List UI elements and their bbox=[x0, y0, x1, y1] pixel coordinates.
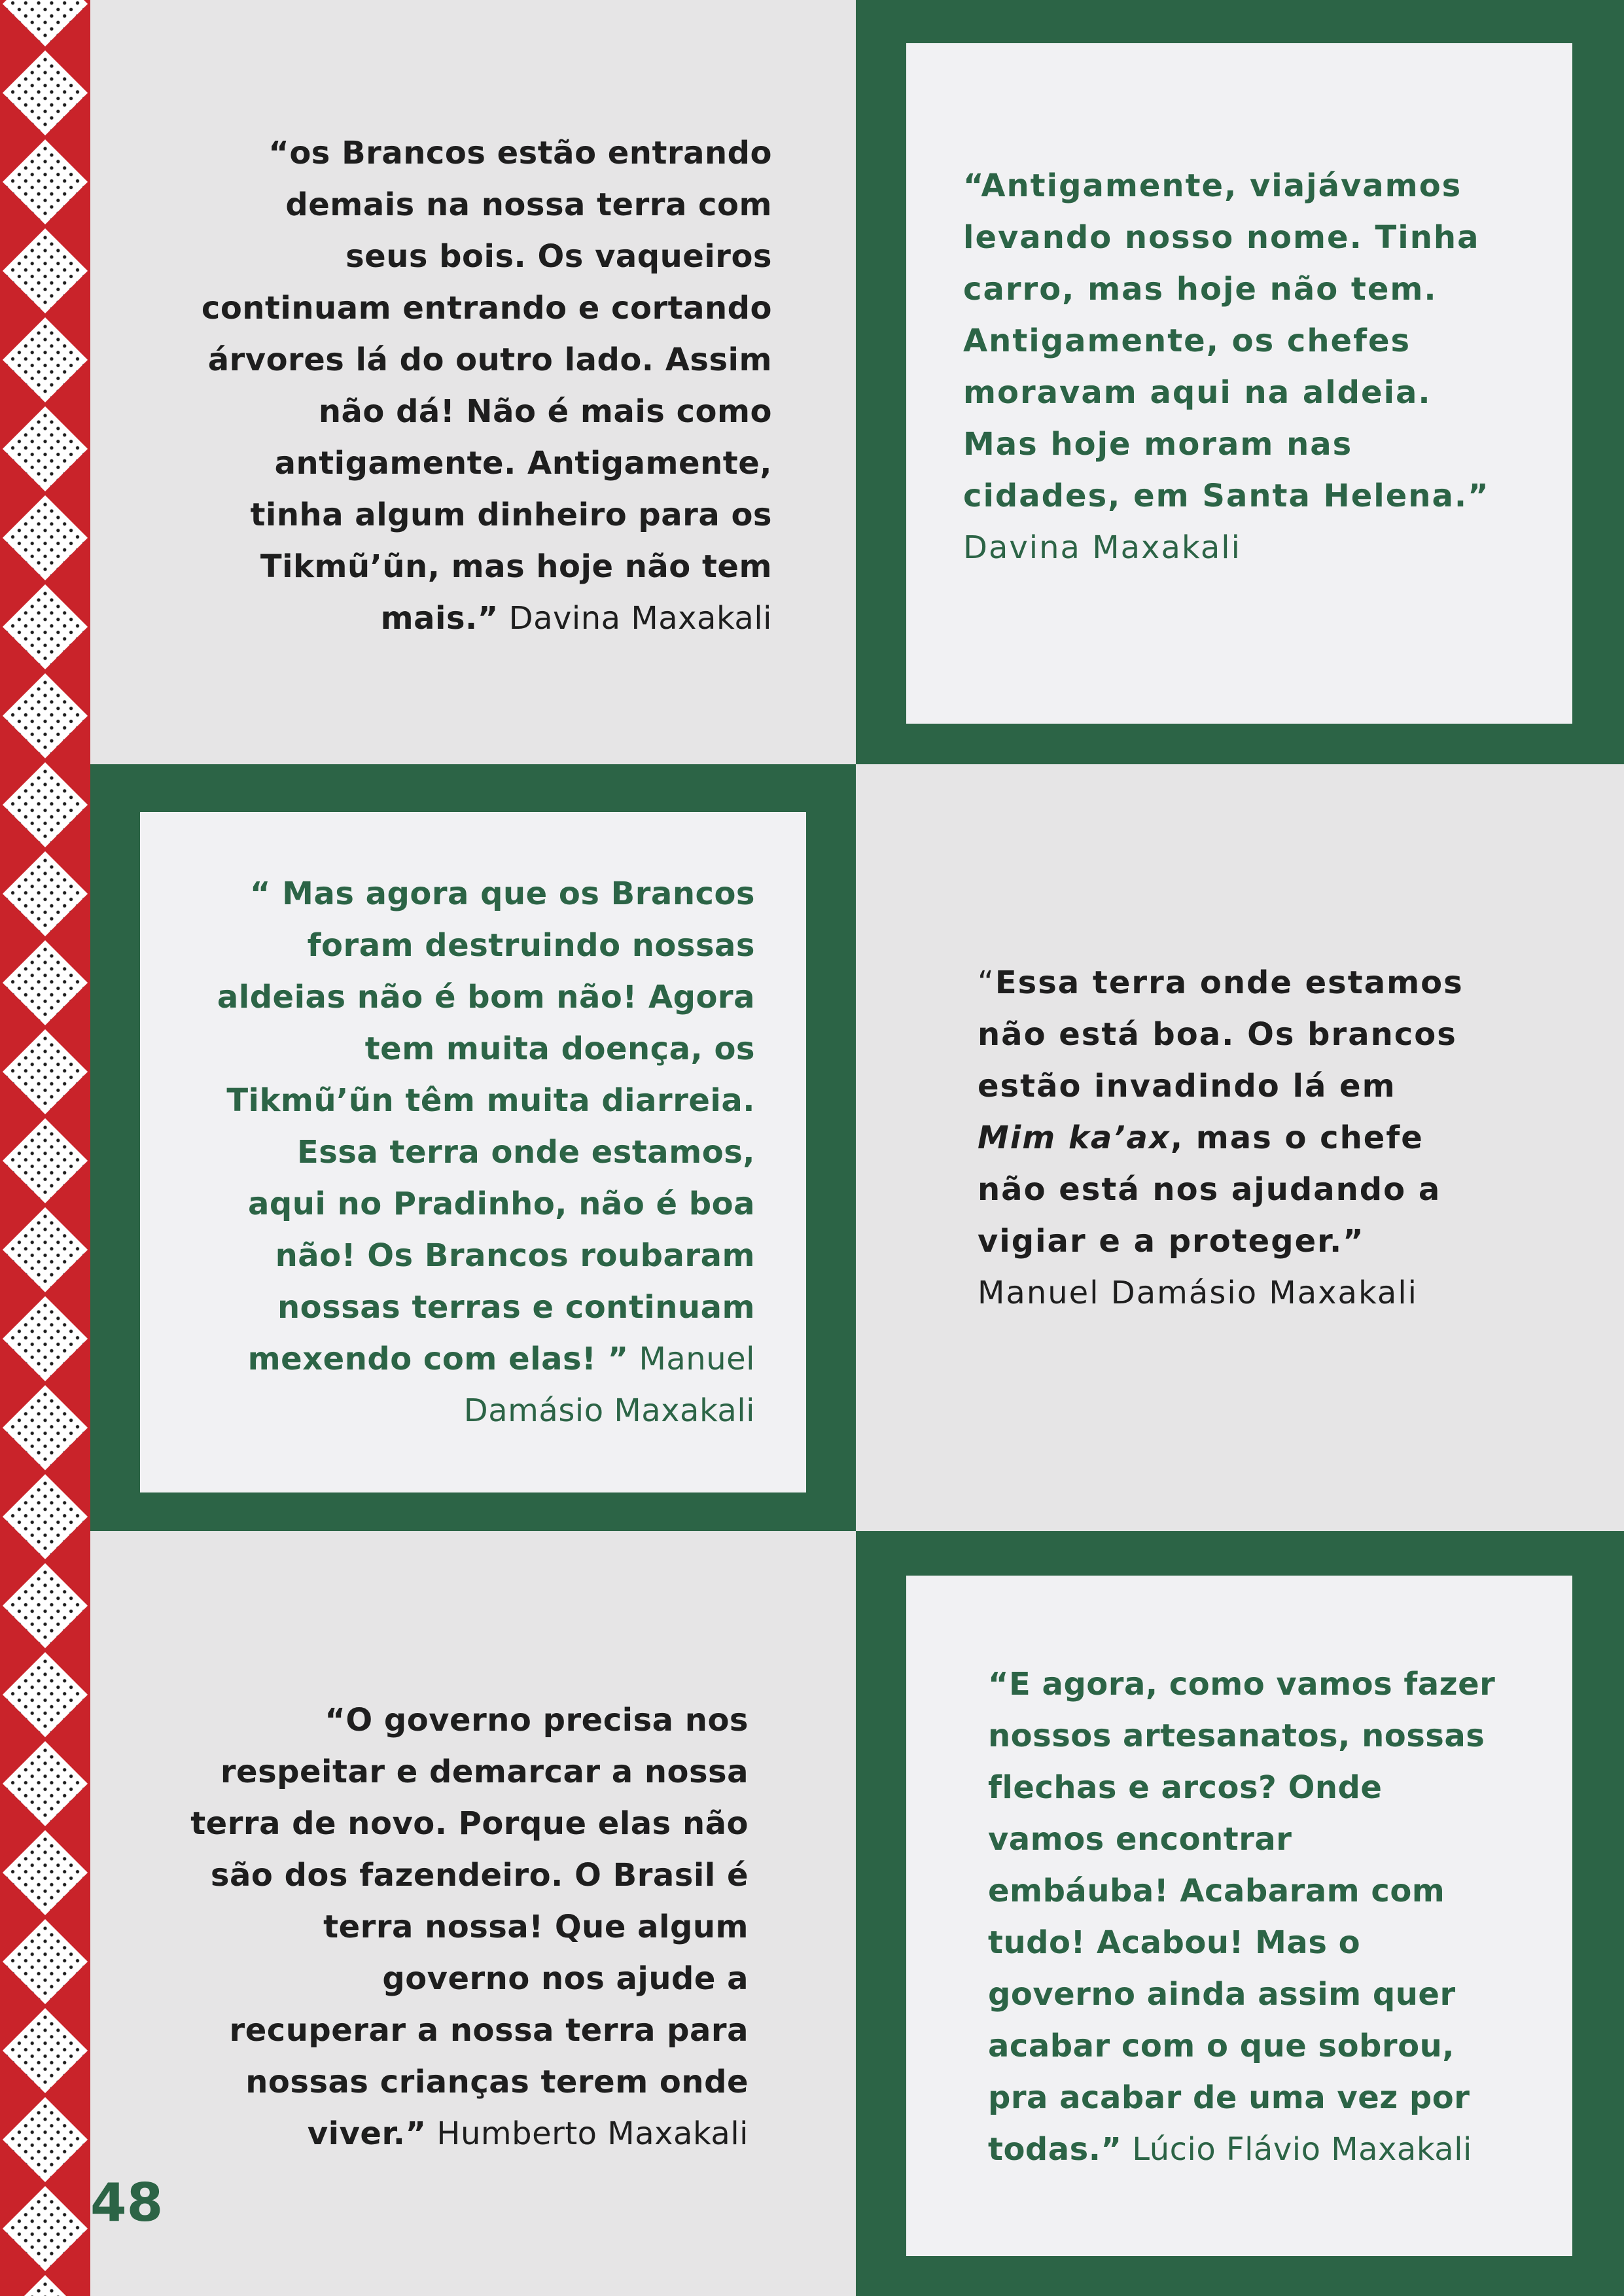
quote-line: não está boa. Os brancos bbox=[978, 1016, 1457, 1053]
quote-open-mark: “ bbox=[978, 964, 995, 1001]
quote-line: nossas terras e continuam bbox=[277, 1289, 755, 1326]
quote-line: “E agora, como vamos fazer bbox=[988, 1666, 1496, 1703]
quote-end: todas.” bbox=[988, 2131, 1122, 2168]
border-diamond bbox=[3, 1118, 88, 1203]
border-diamond bbox=[3, 2275, 88, 2296]
quote-text: , mas o chefe bbox=[1170, 1120, 1424, 1156]
quote-manuel-1 bbox=[157, 868, 755, 1437]
quote-author: Damásio Maxakali bbox=[463, 1392, 755, 1429]
quote-line: demais na nossa terra com bbox=[285, 186, 772, 223]
quote-line: vigiar e a proteger.” bbox=[978, 1223, 1365, 1260]
border-diamond bbox=[3, 2186, 88, 2271]
quote-line: Tikmũ’ũn têm muita diarreia. bbox=[226, 1082, 755, 1119]
quote-line: não está nos ajudando a bbox=[978, 1171, 1441, 1208]
quote-line: “Antigamente, viajávamos bbox=[963, 168, 1462, 204]
quote-line: Antigamente, os chefes bbox=[963, 323, 1411, 359]
border-diamond bbox=[3, 673, 88, 758]
quote-author: Humberto Maxakali bbox=[426, 2115, 749, 2152]
quote-manuel-2 bbox=[978, 957, 1566, 1319]
border-diamond bbox=[3, 940, 88, 1025]
quote-davina-1 bbox=[150, 128, 772, 645]
quote-line: vamos encontrar bbox=[988, 1821, 1292, 1858]
quote-line: levando nosso nome. Tinha bbox=[963, 219, 1480, 256]
decorative-border bbox=[0, 0, 90, 2296]
quote-line: não dá! Não é mais como bbox=[318, 393, 772, 430]
quote-line: acabar com o que sobrou, bbox=[988, 2028, 1455, 2064]
quote-line bbox=[157, 1333, 755, 1385]
quote-line: continuam entrando e cortando bbox=[201, 290, 772, 327]
quote-author: Manuel Damásio Maxakali bbox=[978, 1275, 1418, 1311]
border-diamond bbox=[3, 1385, 88, 1470]
quote-line: Mas hoje moram nas bbox=[963, 426, 1353, 463]
quote-line: embáuba! Acabaram com bbox=[988, 1873, 1445, 1909]
quote-line: governo ainda assim quer bbox=[988, 1976, 1456, 2013]
quote-line bbox=[988, 2124, 1564, 2176]
quote-end: mexendo com elas! ” bbox=[247, 1341, 629, 1377]
quote-author: Davina Maxakali bbox=[963, 529, 1241, 566]
border-diamond bbox=[3, 762, 88, 847]
quote-line: governo nos ajude a bbox=[382, 1960, 749, 1997]
quote-line bbox=[978, 957, 1566, 1009]
quote-line bbox=[150, 2108, 749, 2160]
quote-line: terra nossa! Que algum bbox=[323, 1909, 749, 1945]
quote-line: aldeias não é bom não! Agora bbox=[217, 979, 755, 1016]
quote-line: carro, mas hoje não tem. bbox=[963, 271, 1438, 308]
border-diamond bbox=[3, 1029, 88, 1114]
quote-line: Essa terra onde estamos, bbox=[296, 1134, 755, 1171]
quote-author: Manuel bbox=[628, 1341, 755, 1377]
border-diamond bbox=[3, 584, 88, 669]
quote-line: tinha algum dinheiro para os bbox=[250, 497, 772, 533]
quote-line bbox=[978, 1112, 1566, 1164]
quote-end: mais.” bbox=[380, 600, 499, 637]
border-diamond bbox=[3, 406, 88, 491]
page-number: 48 bbox=[90, 2172, 164, 2233]
quote-line: terra de novo. Porque elas não bbox=[190, 1805, 749, 1842]
quote-author: Davina Maxakali bbox=[498, 600, 772, 637]
border-diamond bbox=[3, 1741, 88, 1826]
border-diamond bbox=[3, 851, 88, 936]
place-name: Mim ka’ax bbox=[978, 1120, 1171, 1156]
quote-line: respeitar e demarcar a nossa bbox=[220, 1754, 749, 1790]
quote-line: foram destruindo nossas bbox=[307, 927, 755, 964]
quote-author: Lúcio Flávio Maxakali bbox=[1121, 2131, 1472, 2168]
quote-line: moravam aqui na aldeia. bbox=[963, 374, 1432, 411]
border-diamond bbox=[3, 2097, 88, 2182]
quote-line: recuperar a nossa terra para bbox=[229, 2012, 749, 2049]
quote-davina-2 bbox=[963, 160, 1552, 574]
border-diamond bbox=[3, 1474, 88, 1559]
border-diamond bbox=[3, 228, 88, 313]
quote-line: “O governo precisa nos bbox=[325, 1702, 749, 1739]
border-diamond bbox=[3, 2008, 88, 2093]
quote-end: viver.” bbox=[307, 2115, 427, 2152]
quote-lucio bbox=[988, 1659, 1564, 2176]
quote-line: aqui no Pradinho, não é boa bbox=[247, 1186, 755, 1222]
quote-line: cidades, em Santa Helena.” bbox=[963, 478, 1490, 514]
quote-line: flechas e arcos? Onde bbox=[988, 1769, 1383, 1806]
border-diamond bbox=[3, 0, 88, 46]
quote-line: pra acabar de uma vez por bbox=[988, 2079, 1470, 2116]
quote-line: tem muita doença, os bbox=[364, 1031, 755, 1067]
quote-line: nossas crianças terem onde bbox=[245, 2064, 749, 2100]
quote-humberto bbox=[150, 1695, 749, 2160]
border-diamond bbox=[3, 139, 88, 224]
quote-line: estão invadindo lá em bbox=[978, 1068, 1396, 1104]
quote-line: não! Os Brancos roubaram bbox=[275, 1237, 755, 1274]
quote-line: seus bois. Os vaqueiros bbox=[345, 238, 772, 275]
quote-line: nossos artesanatos, nossas bbox=[988, 1718, 1485, 1754]
quote-line: Tikmũ’ũn, mas hoje não tem bbox=[260, 548, 772, 585]
quote-line: “os Brancos estão entrando bbox=[268, 135, 772, 171]
border-diamond bbox=[3, 495, 88, 580]
border-diamond bbox=[3, 1563, 88, 1648]
quote-line: antigamente. Antigamente, bbox=[274, 445, 772, 482]
border-diamond bbox=[3, 1296, 88, 1381]
border-diamond bbox=[3, 317, 88, 402]
quote-line: árvores lá do outro lado. Assim bbox=[207, 342, 772, 378]
quote-line: são dos fazendeiro. O Brasil é bbox=[210, 1857, 749, 1894]
border-diamond bbox=[3, 1830, 88, 1915]
quote-line: “ Mas agora que os Brancos bbox=[249, 875, 755, 912]
quote-line: tudo! Acabou! Mas o bbox=[988, 1924, 1361, 1961]
border-diamond bbox=[3, 1652, 88, 1737]
border-diamond bbox=[3, 50, 88, 135]
quote-line bbox=[150, 593, 772, 645]
border-diamond bbox=[3, 1919, 88, 2004]
quote-text: Essa terra onde estamos bbox=[995, 964, 1464, 1001]
border-diamond bbox=[3, 1207, 88, 1292]
